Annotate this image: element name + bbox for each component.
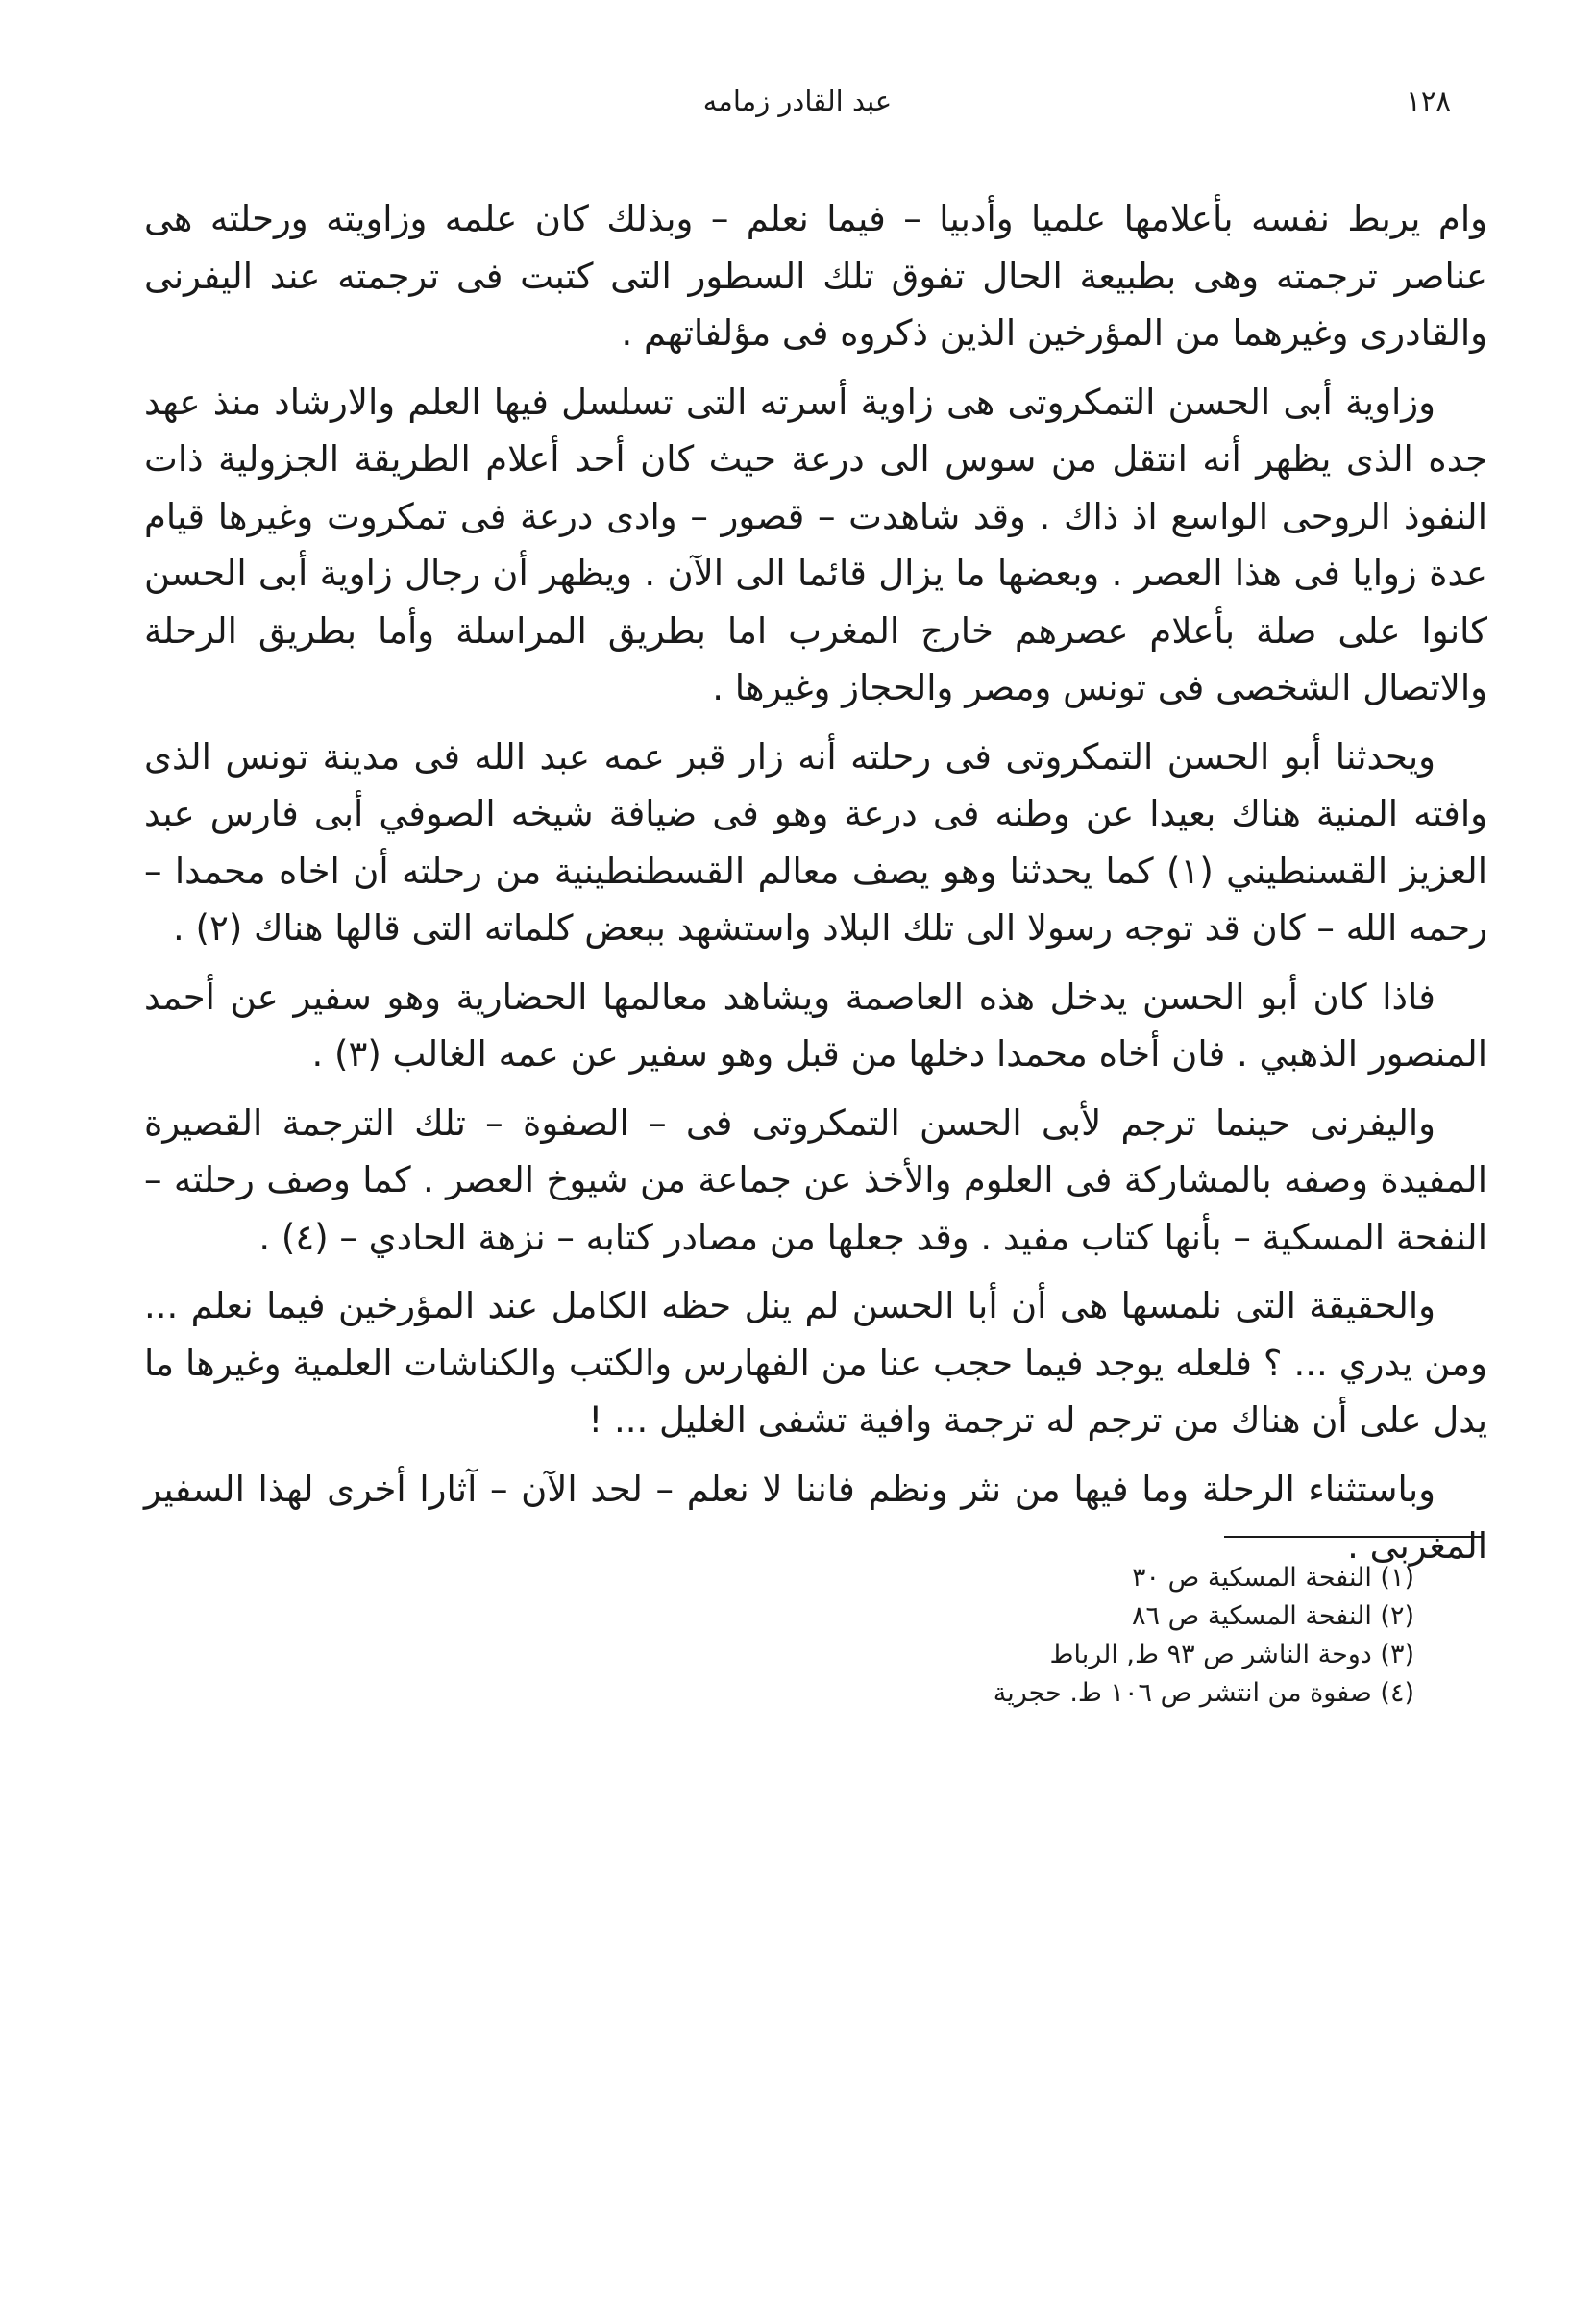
footnote: (١) النفحة المسكية ص ٣٠	[1132, 1563, 1414, 1593]
paragraph: وزاوية أبى الحسن التمكروتى هى زاوية أسرته التى تسلسل فيها العلم والارشاد منذ عهد جده الذى يظهر أنه انتقل من سوس الى درعة حيث كان أحد أعلام الطريقة الجزولية ذات النفوذ الروحى الواسع اذ ذاك . وقد شاهدت – قصور – وادى درعة فى تمكروت وغيرها قيام عدة زوايا فى هذا العصر . وبعضها ما يزال قائما الى الآن . ويظهر أن رجال زاوية أبى الحسن كانوا على صلة بأعلام عصرهم خارج المغرب اما بطريق المراسلة وأما بطريق الرحلة والاتصال الشخصى فى تونس ومصر والحجاز وغيرها .	[144, 381, 1487, 708]
body-text	[144, 190, 1487, 1587]
paragraph: وام يربط نفسه بأعلامها علميا وأدبيا – فيما نعلم – وبذلك كان علمه وزاويته ورحلته هى عناصر ترجمته وهى بطبيعة الحال تفوق تلك السطور التى كتبت فى ترجمته عند اليفرنى والقادرى وغيرهما من المؤرخين الذين ذكروه فى مؤلفاتهم .	[144, 198, 1487, 354]
paragraph: والحقيقة التى نلمسها هى أن أبا الحسن لم ينل حظه الكامل عند المؤرخين فيما نعلم ... ومن يدري ... ؟ فلعله يوجد فيما حجب عنا من الفهارس والكتب والكناشات العلمية وغيرها ما يدل على أن هناك من ترجم له ترجمة وافية تشفى الغليل ... !	[144, 1285, 1487, 1441]
paragraph: ويحدثنا أبو الحسن التمكروتى فى رحلته أنه زار قبر عمه عبد الله فى مدينة تونس الذى وافته المنية هناك بعيدا عن وطنه فى درعة وهو فى ضيافة شيخه الصوفي أبى فارس عبد العزيز القسنطيني (١) كما يحدثنا وهو يصف معالم القسطنطينية من رحلته أن اخاه محمدا – رحمه الله – كان قد توجه رسولا الى تلك البلاد واستشهد ببعض كلماته التى قالها هناك (٢) .	[144, 735, 1488, 949]
footnotes	[646, 1559, 1414, 1713]
paragraph: واليفرنى حينما ترجم لأبى الحسن التمكروتى فى – الصفوة – تلك الترجمة القصيرة المفيدة وصفه بالمشاركة فى العلوم والأخذ عن جماعة من شيوخ العصر . كما وصف رحلته – النفحة المسكية – بأنها كتاب مفيد . وقد جعلها من مصادر كتابه – نزهة الحادي – (٤) .	[144, 1101, 1487, 1258]
footnote: (٤) صفوة من انتشر ص ١٠٦ ط. حجرية	[993, 1678, 1414, 1708]
page-number: ١٢٨	[1406, 85, 1451, 117]
page-header	[144, 85, 1451, 133]
footnote: (٢) النفحة المسكية ص ٨٦	[1132, 1601, 1414, 1631]
paragraph: فاذا كان أبو الحسن يدخل هذه العاصمة ويشاهد معالمها الحضارية وهو سفير عن أحمد المنصور الذهبي . فان أخاه محمدا دخلها من قبل وهو سفير عن عمه الغالب (٣) .	[144, 976, 1487, 1075]
paragraph: وباستثناء الرحلة وما فيها من نثر ونظم فاننا لا نعلم – لحد الآن – آثارا أخرى لهذا السفير المغربى .	[144, 1468, 1487, 1567]
footnote: (٣) دوحة الناشر ص ٩٣ ط, الرباط	[1049, 1640, 1414, 1669]
footnote-divider	[1224, 1536, 1482, 1538]
running-title: عبد القادر زمامه	[702, 85, 893, 117]
